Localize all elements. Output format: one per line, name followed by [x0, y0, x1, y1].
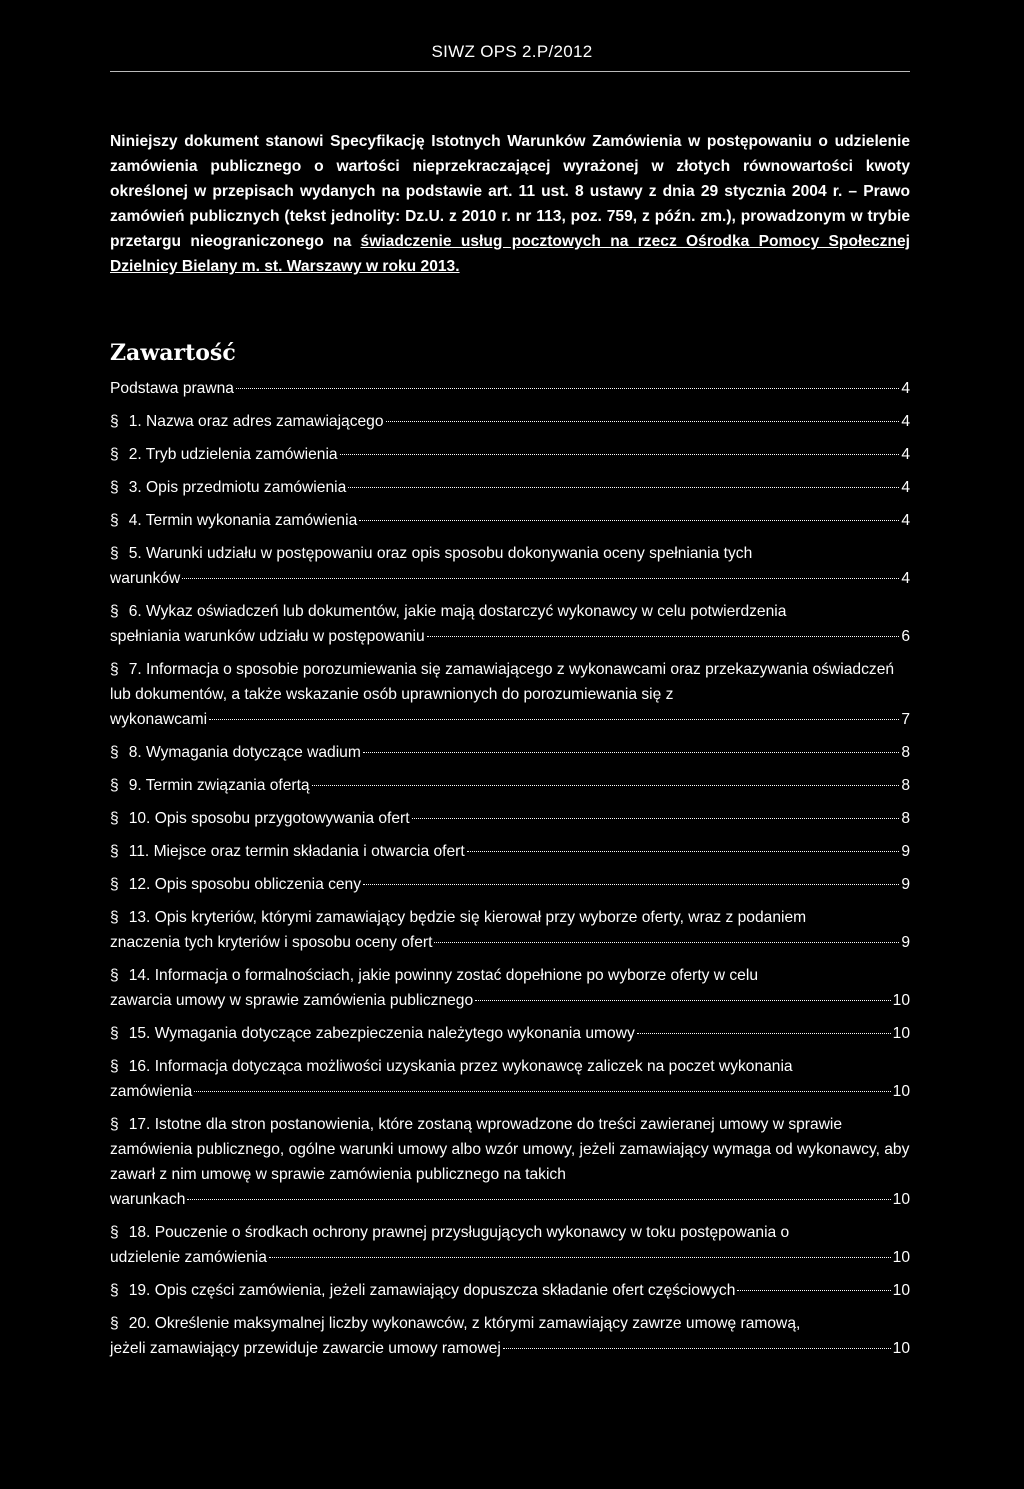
- toc-entry[interactable]: [110, 541, 910, 591]
- section-symbol: §: [110, 810, 119, 827]
- dot-leader: [467, 851, 900, 852]
- toc-page-number: 10: [892, 992, 910, 1009]
- toc-entry-label: Wymagania dotyczące wadium: [146, 744, 361, 761]
- toc-entry-text: Istotne dla stron postanowienia, które zostaną wprowadzone do treści zawieranej umowy w sprawie zamówienia publicznego, ogólne warunki umowy albo wzór umowy, jeżeli zamawiający wymaga od wykonawcy, aby zawarł z nim umowę w sprawie zamówienia publicznego na takich: [110, 1116, 910, 1183]
- section-symbol: §: [110, 479, 119, 496]
- toc-entry-number: 8.: [128, 744, 142, 761]
- section-symbol: §: [110, 446, 119, 463]
- toc-entry[interactable]: [110, 409, 910, 434]
- toc-entry[interactable]: [110, 475, 910, 500]
- toc-entry-text: Określenie maksymalnej liczby wykonawców, z którymi zamawiający zawrze umowę ramową,: [154, 1315, 801, 1332]
- section-symbol: §: [110, 909, 119, 926]
- toc-entry[interactable]: [110, 442, 910, 467]
- toc-entry[interactable]: [110, 839, 910, 864]
- dot-leader: [182, 578, 899, 579]
- toc-entry-label: Tryb udzielenia zamówienia: [145, 446, 338, 463]
- toc-entry-number: 10.: [128, 810, 151, 827]
- toc-entry-text: Warunki udziału w postępowaniu oraz opis sposobu dokonywania oceny spełniania tych: [146, 545, 753, 562]
- dot-leader: [363, 752, 899, 753]
- toc-entry-number: 2.: [128, 446, 142, 463]
- toc-entry-text: Informacja dotycząca możliwości uzyskania przez wykonawcę zaliczek na poczet wykonania: [154, 1058, 793, 1075]
- toc-page-number: 4: [901, 380, 910, 397]
- toc-page-number: 4: [901, 570, 910, 587]
- toc-entry[interactable]: [110, 1021, 910, 1046]
- section-symbol: §: [110, 512, 119, 529]
- toc-entry-label: warunkach: [110, 1191, 186, 1208]
- toc-entry-label: warunków: [110, 570, 181, 587]
- toc-entry-label: zawarcia umowy w sprawie zamówienia publicznego: [110, 992, 474, 1009]
- toc-entry-label: Opis sposobu obliczenia ceny: [154, 876, 362, 893]
- toc-entry-label: Opis części zamówienia, jeżeli zamawiający dopuszcza składanie ofert częściowych: [154, 1282, 736, 1299]
- toc-entry-text: Wykaz oświadczeń lub dokumentów, jakie mają dostarczyć wykonawcy w celu potwierdzenia: [146, 603, 787, 620]
- toc-entry[interactable]: [110, 376, 910, 401]
- section-symbol: §: [110, 1025, 119, 1042]
- toc-entry[interactable]: [110, 872, 910, 897]
- section-symbol: §: [110, 1224, 119, 1241]
- dot-leader: [637, 1033, 891, 1034]
- toc-entry-number: 5.: [128, 545, 142, 562]
- dot-leader: [363, 884, 899, 885]
- toc-entry-label: Termin wykonania zamówienia: [145, 512, 358, 529]
- toc-page-number: 6: [901, 628, 910, 645]
- toc-page-number: 10: [892, 1191, 910, 1208]
- dot-leader: [427, 636, 900, 637]
- section-symbol: §: [110, 843, 119, 860]
- toc-title: Zawartość: [110, 340, 236, 366]
- toc-page-number: 10: [892, 1340, 910, 1357]
- toc-entry-number: 14.: [128, 967, 151, 984]
- toc-page-number: 8: [901, 810, 910, 827]
- toc-entry-number: 15.: [128, 1025, 151, 1042]
- toc-page-number: 4: [901, 479, 910, 496]
- dot-leader: [348, 487, 899, 488]
- toc-entry-label: Termin związania ofertą: [145, 777, 310, 794]
- section-symbol: §: [110, 603, 119, 620]
- toc-entry[interactable]: [110, 1311, 910, 1361]
- toc-entry-number: 13.: [128, 909, 151, 926]
- toc-entry[interactable]: [110, 740, 910, 765]
- dot-leader: [340, 454, 900, 455]
- intro-paragraph: [110, 129, 910, 279]
- header-divider: [110, 71, 910, 72]
- dot-leader: [209, 719, 899, 720]
- toc-entry[interactable]: [110, 1054, 910, 1104]
- toc-entry-label: Nazwa oraz adres zamawiającego: [146, 413, 384, 430]
- toc-entry-label: wykonawcami: [110, 711, 208, 728]
- toc-entry-text: Pouczenie o środkach ochrony prawnej przysługujących wykonawcy w toku postępowania o: [154, 1224, 790, 1241]
- section-symbol: §: [110, 876, 119, 893]
- dot-leader: [412, 818, 900, 819]
- toc-page-number: 10: [892, 1083, 910, 1100]
- toc-entry[interactable]: [110, 905, 910, 955]
- dot-leader: [312, 785, 900, 786]
- toc-page-number: 10: [892, 1025, 910, 1042]
- table-of-contents: [110, 376, 910, 1369]
- toc-page-number: 7: [901, 711, 910, 728]
- toc-entry[interactable]: [110, 773, 910, 798]
- toc-page-number: 4: [901, 413, 910, 430]
- toc-entry[interactable]: [110, 806, 910, 831]
- dot-leader: [503, 1348, 891, 1349]
- toc-entry[interactable]: [110, 963, 910, 1013]
- dot-leader: [269, 1257, 891, 1258]
- toc-entry-label: Opis przedmiotu zamówienia: [146, 479, 347, 496]
- toc-entry-number: 9.: [128, 777, 142, 794]
- intro-text: Niniejszy dokument stanowi Specyfikację Istotnych Warunków Zamówienia w postępowaniu o udzielenie zamówienia publicznego o wartości nieprzekraczającej wyrażonej w złotych równowartości kwoty określonej w przepisach wydanych na podstawie art. 11 ust. 8 ustawy z dnia 29 stycznia 2004 r. – Prawo zamówień publicznych (tekst jednolity: Dz.U. z 2010 r. nr 113, poz. 759, z późn. zm.), prowadzonym w trybie przetargu nieograniczonego na: [110, 133, 910, 250]
- toc-page-number: 9: [901, 934, 910, 951]
- toc-entry-text: Informacja o sposobie porozumiewania się zamawiającego z wykonawcami oraz przekazywania oświadczeń lub dokumentów, a także wskazanie osób uprawnionych do porozumiewania się z: [110, 661, 895, 703]
- toc-entry-number: 19.: [128, 1282, 151, 1299]
- toc-page-number: 8: [901, 777, 910, 794]
- toc-entry[interactable]: [110, 1278, 910, 1303]
- toc-entry[interactable]: [110, 657, 910, 732]
- section-symbol: §: [110, 744, 119, 761]
- toc-entry[interactable]: [110, 1220, 910, 1270]
- toc-entry-number: 4.: [128, 512, 142, 529]
- toc-entry-label: udzielenie zamówienia: [110, 1249, 267, 1266]
- toc-entry-number: 20.: [128, 1315, 151, 1332]
- toc-page-number: 10: [892, 1282, 910, 1299]
- toc-entry-number: 1.: [128, 413, 142, 430]
- section-symbol: §: [110, 661, 119, 678]
- section-symbol: §: [110, 545, 119, 562]
- toc-entry-label: jeżeli zamawiający przewiduje zawarcie umowy ramowej: [110, 1340, 501, 1357]
- toc-entry-number: 18.: [128, 1224, 151, 1241]
- toc-entry[interactable]: [110, 508, 910, 533]
- toc-entry-text: Opis kryteriów, którymi zamawiający będzie się kierował przy wyborze oferty, wraz z podaniem: [154, 909, 807, 926]
- section-symbol: §: [110, 1282, 119, 1299]
- toc-page-number: 8: [901, 744, 910, 761]
- intro-underlined-text: świadczenie usług pocztowych na rzecz Ośrodka Pomocy Społecznej Dzielnicy Bielany m. st. Warszawy w roku 2013.: [110, 233, 910, 275]
- toc-entry-number: 11.: [128, 843, 150, 860]
- section-symbol: §: [110, 1315, 119, 1332]
- section-symbol: §: [110, 777, 119, 794]
- document-header: SIWZ OPS 2.P/2012: [431, 42, 593, 61]
- toc-entry-number: 17.: [128, 1116, 151, 1133]
- toc-page-number: 4: [901, 446, 910, 463]
- toc-page-number: 4: [901, 512, 910, 529]
- toc-entry[interactable]: [110, 1112, 910, 1212]
- dot-leader: [194, 1091, 890, 1092]
- toc-entry-text: Informacja o formalnościach, jakie powinny zostać dopełnione po wyborze oferty w celu: [154, 967, 758, 984]
- dot-leader: [359, 520, 899, 521]
- dot-leader: [475, 1000, 890, 1001]
- toc-entry-label: zamówienia: [110, 1083, 193, 1100]
- toc-entry-number: 3.: [128, 479, 142, 496]
- dot-leader: [236, 388, 899, 389]
- toc-page-number: 10: [892, 1249, 910, 1266]
- toc-entry-label: znaczenia tych kryteriów i sposobu oceny ofert: [110, 934, 433, 951]
- dot-leader: [187, 1199, 890, 1200]
- toc-page-number: 9: [901, 843, 910, 860]
- toc-entry-number: 16.: [128, 1058, 151, 1075]
- section-symbol: §: [110, 1116, 119, 1133]
- toc-entry-label: Miejsce oraz termin składania i otwarcia ofert: [153, 843, 465, 860]
- toc-entry-label: Opis sposobu przygotowywania ofert: [154, 810, 410, 827]
- toc-entry-number: 7.: [128, 661, 142, 678]
- dot-leader: [434, 942, 899, 943]
- toc-page-number: 9: [901, 876, 910, 893]
- toc-entry-number: 6.: [128, 603, 142, 620]
- toc-entry-label: Podstawa prawna: [110, 380, 234, 397]
- toc-entry-number: 12.: [128, 876, 151, 893]
- toc-entry-label: spełniania warunków udziału w postępowaniu: [110, 628, 425, 645]
- section-symbol: §: [110, 967, 119, 984]
- dot-leader: [737, 1290, 890, 1291]
- toc-entry-label: Wymagania dotyczące zabezpieczenia należytego wykonania umowy: [154, 1025, 635, 1042]
- section-symbol: §: [110, 413, 119, 430]
- section-symbol: §: [110, 1058, 119, 1075]
- dot-leader: [386, 421, 900, 422]
- toc-entry[interactable]: [110, 599, 910, 649]
